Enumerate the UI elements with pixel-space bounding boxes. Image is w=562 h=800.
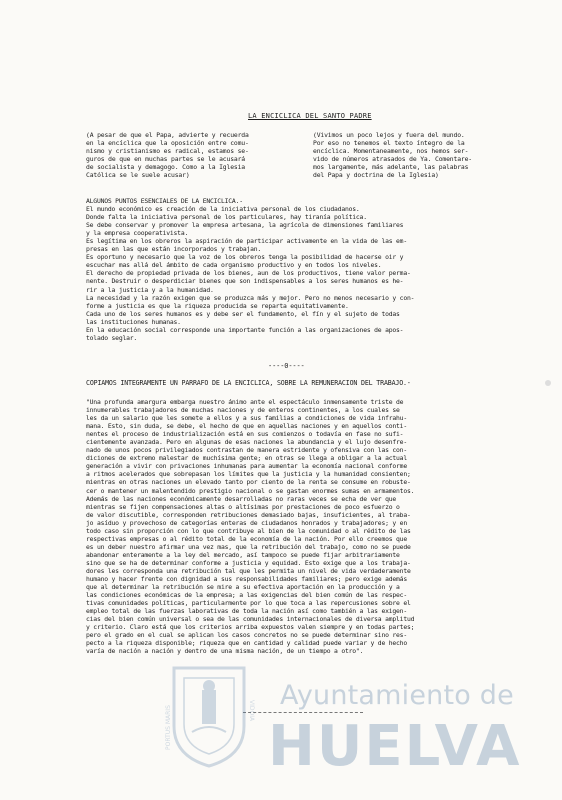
quote-line: y criterio. Claro está que los criterios arriba expuestos valen siempre y en todas partes; — [86, 623, 415, 632]
quote-line: dores les corresponda una retribución tal que les permita un nivel de vida verdaderamente — [86, 566, 411, 575]
quote-line: mientras en otras naciones un elevado tanto por ciento de la renta se consume en robuste- — [86, 478, 411, 487]
intro-left-line: Católica se le suele acusar) — [86, 171, 190, 179]
watermark-line2: HUELVA — [268, 714, 522, 779]
intro-right-line: del Papa y doctrina de la Iglesia) — [313, 171, 439, 179]
intro-right-line: Por eso no tenemos el texto íntegro de la — [313, 139, 465, 147]
quote-line: tivas comunidades políticas, particularmente por lo que toca a las repercusiones sobre el — [86, 599, 411, 608]
watermark-line1: Ayuntamiento de — [280, 680, 514, 711]
quote-line: respectivas empresas o al rédito total de la economía de la nación. Por ello creemos que — [86, 534, 407, 543]
quote-line: mientras se fijen compensaciones altas o altísimas por prestaciones de poco esfuerzo o — [86, 502, 400, 511]
intro-left-line: (A pesar de que el Papa, advierte y recuerda — [86, 131, 249, 139]
quote-line: innumerables trabajadores de muchas naciones y de enteros continentes, a los cuales se — [86, 406, 400, 415]
intro-right-line: (Vivimos un poco lejos y fuera del mundo. — [313, 131, 465, 139]
point-line: El derecho de propiedad privada de los bienes, aun de los productivos, tiene valor perma- — [86, 269, 411, 278]
quote-line: cientemente avanzada. Pero en algunas de esas naciones la abundancia y el lujo desenfre- — [86, 438, 407, 447]
quote-line: pero el grado en el cual se aplican los casos concretos no se puede determinar sino res- — [86, 631, 407, 640]
quote-line: cer o mantener un malentendido prestigio nacional o se gastan enormes sumas en armamentos. — [86, 486, 415, 495]
essential-points-section — [86, 197, 536, 342]
point-line: Donde falta la iniciativa personal de los particulares, hay tiranía política. — [86, 213, 367, 222]
quote-line: todo caso sin proporción con lo que contribuye al bien de la comunidad o al rédito de las — [86, 526, 411, 535]
point-line: La necesidad y la razón exigen que se produzca más y mejor. Pero no menos necesario y con- — [86, 293, 415, 302]
point-line: En la educación social corresponde una importante función a las organizaciones de apos- — [86, 325, 404, 334]
quote-line: nentes el proceso de industrialización está en sus comienzos o todavía en fase no sufi- — [86, 430, 404, 439]
quote-line: pecto a la riqueza disponible; riqueza que en cantidad y calidad puede variar y de hecho — [86, 639, 407, 648]
point-line: presas en las que están incorporados y trabajan. — [86, 245, 262, 254]
quote-line: mana. Esto, sin duda, se debe, el hecho de que en aquellas naciones y en aquellos conti- — [86, 422, 407, 431]
quote-line: humano y hacer frente con dignidad a sus responsabilidades familiares; pero exige además — [86, 575, 407, 584]
point-line: Es legítima en los obreros la aspiración de participar activamente en la vida de las em- — [86, 237, 407, 246]
quote-line: nado de unos pocos privilegiados contrastan de manera estridente y ofensiva con las con- — [86, 446, 407, 455]
point-line: Se debe conservar y promover la empresa artesana, la agrícola de dimensiones familiares — [86, 221, 404, 230]
quote-line: las condiciones económicas de la empresa; a las exigencias del bien común de las respec- — [86, 591, 407, 600]
seal-text-left: PORTUS MARIS — [165, 705, 172, 750]
document-title: LA ENCICLICA DEL SANTO PADRE — [248, 112, 372, 120]
points-heading: ALGUNOS PUNTOS ESENCIALES DE LA ENCICLICA.- — [86, 197, 243, 205]
encyclical-quote — [86, 398, 538, 656]
quote-line: jo asíduo y provechoso de categorías enteras de ciudadanos honrados y trabajadores; y en — [86, 518, 407, 527]
point-line: escuchar mas allá del ámbito de cada organismo productivo y en todos los niveles. — [86, 261, 382, 270]
quote-line: sino que se ha de determinar conforme a justicia y equidad. Esto exige que a los trabaja- — [86, 558, 411, 567]
quote-line: les da un salario que les somete a ellos y a sus familias a condiciones de vida infrahu- — [86, 414, 407, 423]
city-seal-watermark — [165, 660, 255, 770]
quote-line: generación a vivir con privaciones inhumanas para aumentar la economía nacional conforme — [86, 462, 407, 471]
quote-line: Además de las naciones económicamente desarrolladas no raras veces se echa de ver que — [86, 494, 397, 503]
intro-right-line: encíclica. Momentaneamente, nos hemos ser- — [313, 147, 469, 155]
point-line: El mundo económico es creación de la iniciativa personal de los ciudadanos. — [86, 205, 360, 214]
point-line: las instituciones humanas. — [86, 317, 181, 326]
quote-line: diciones de extremo malestar de muchísima gente; en otras se llega a obligar a la actual — [86, 454, 407, 463]
quote-line: "Una profunda amargura embarga nuestro ánimo ante el espectáculo inmensamente triste de — [86, 398, 404, 406]
quote-line: que al determinar la retribución se mire a su efectiva aportación en la producción y a — [86, 583, 400, 592]
intro-right-line: mos largamente, más adelante, las palabras — [313, 163, 469, 171]
intro-left-block — [86, 131, 304, 179]
quote-line: a ritmos acelerados que sobrepasan los límites que la justicia y la humanidad consienten; — [86, 470, 411, 479]
point-line: rir a la justicia y a la humanidad. — [86, 285, 214, 294]
punch-hole — [545, 380, 551, 386]
copy-heading: COPIAMOS INTEGRAMENTE UN PARRAFO DE LA ENCICLICA, SOBRE LA REMUNERACION DEL TRABAJO.- — [86, 379, 411, 387]
point-line: Cada uno de los seres humanos es y debe ser el fundamento, el fín y el sujeto de todas — [86, 309, 400, 318]
intro-left-line: de socialista y demagogo. Como a la Iglesia — [86, 163, 245, 171]
point-line: tolado seglar. — [86, 333, 138, 342]
point-line: Es oportuno y necesario que la voz de los obreros tenga la posibilidad de hacerse oir y — [86, 253, 404, 262]
intro-right-line: vido de números atrasados de Ya. Comentare- — [313, 155, 472, 163]
quote-line: cias del bien común universal o sea de las comunidades internacionales de diversa amplitud — [86, 615, 415, 624]
quote-line: abandonar enteramente a la ley del mercado, así tampoco se puede fijar arbitrariamente — [86, 550, 400, 559]
seal-text-right: VIDOIA — [248, 700, 255, 722]
quote-line: varía de nación a nación y dentro de una misma nación, de un tiempo a otro". — [86, 647, 364, 656]
point-line: y la empresa cooperativista. — [86, 229, 189, 238]
section-divider: ----0---- — [268, 362, 305, 370]
quote-line: de valor discutible, corresponden retribuciones demasiado bajas, insuficientes, al traba- — [86, 510, 411, 519]
point-line: forme a justicia es que la riqueza producida se reparta equitativamente. — [86, 301, 349, 310]
point-line: nente. Destruir o desperdiciar bienes que son indispensables a los seres humanos es he- — [86, 277, 404, 286]
intro-left-line: nismo y cristianismo es radical, estamos se- — [86, 147, 249, 155]
intro-left-line: en la encíclica que la oposición entre comu- — [86, 139, 249, 147]
closing-dashed-rule — [243, 712, 363, 713]
intro-right-block — [313, 131, 533, 179]
quote-line: empleo total de las fuerzas laborativas de toda la nación así como también a las exigen- — [86, 607, 407, 616]
quote-line: es un deber nuestro afirmar una vez mas, que la retribución del trabajo, como no se puede — [86, 542, 411, 551]
intro-left-line: guros de que en muchas partes se le acusará — [86, 155, 245, 163]
